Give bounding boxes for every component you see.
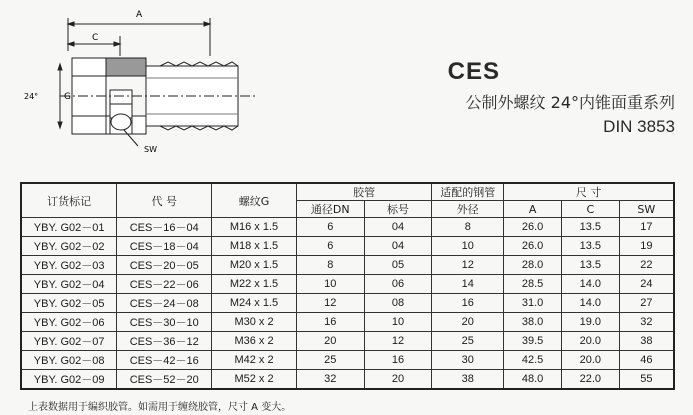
cell-sw: 38	[619, 332, 674, 351]
cell-code: CES－20－05	[117, 256, 212, 275]
cell-dn: 10	[296, 275, 364, 294]
table-row	[21, 218, 674, 237]
header-order-mark: 订货标记	[21, 183, 117, 218]
cell-a: 42.5	[504, 351, 562, 370]
cell-mark: 06	[364, 275, 432, 294]
cell-mark: 12	[364, 332, 432, 351]
cell-c: 19.0	[561, 313, 619, 332]
sw-label: SW	[144, 145, 157, 154]
cell-sw: 27	[619, 294, 674, 313]
cell-mark: 08	[364, 294, 432, 313]
cell-thread: M36 x 2	[212, 332, 297, 351]
header-hose: 胶管	[296, 183, 431, 201]
din-standard: DIN 3853	[603, 117, 675, 136]
cell-a: 28.0	[504, 256, 562, 275]
cell-a: 26.0	[504, 218, 562, 237]
title-block	[448, 58, 675, 137]
cell-dn: 6	[296, 237, 364, 256]
cell-sw: 17	[619, 218, 674, 237]
cell-c: 22.0	[561, 370, 619, 390]
cell-thread: M22 x 1.5	[212, 275, 297, 294]
cell-thread: M16 x 1.5	[212, 218, 297, 237]
cell-c: 14.0	[561, 275, 619, 294]
spec-table	[20, 182, 675, 390]
cell-code: CES－16－04	[117, 218, 212, 237]
cell-sw: 19	[619, 237, 674, 256]
header-sw: SW	[619, 201, 674, 218]
cell-code: CES－30－10	[117, 313, 212, 332]
cell-c: 13.5	[561, 218, 619, 237]
footnote: 上表数据用于编织胶管。如需用于缠绕胶管，尺寸 A 变大。	[28, 402, 292, 413]
cell-thread: M18 x 1.5	[212, 237, 297, 256]
table-row	[21, 275, 674, 294]
cell-pipe: 30	[432, 351, 504, 370]
cell-dn: 6	[296, 218, 364, 237]
header-a: A	[504, 201, 562, 218]
header-code: 代 号	[117, 183, 212, 218]
cell-sw: 24	[619, 275, 674, 294]
cell-pipe: 14	[432, 275, 504, 294]
dim-g-label: G	[64, 92, 71, 102]
table-row	[21, 294, 674, 313]
table-row	[21, 313, 674, 332]
cell-thread: M30 x 2	[212, 313, 297, 332]
cell-pipe: 10	[432, 237, 504, 256]
header-pipe: 适配的钢管	[432, 183, 504, 201]
cell-a: 28.5	[504, 275, 562, 294]
cell-thread: M20 x 1.5	[212, 256, 297, 275]
cell-code: CES－52－20	[117, 370, 212, 390]
cell-thread: M52 x 2	[212, 370, 297, 390]
cell-pipe: 38	[432, 370, 504, 390]
cell-thread: M42 x 2	[212, 351, 297, 370]
cell-dn: 8	[296, 256, 364, 275]
table-row	[21, 351, 674, 370]
cell-order: YBY. G02－03	[21, 256, 117, 275]
cell-order: YBY. G02－02	[21, 237, 117, 256]
header-thread: 螺纹G	[212, 183, 297, 218]
cell-sw: 32	[619, 313, 674, 332]
cell-dn: 25	[296, 351, 364, 370]
cell-a: 26.0	[504, 237, 562, 256]
cell-a: 38.0	[504, 313, 562, 332]
cell-order: YBY. G02－08	[21, 351, 117, 370]
cell-mark: 04	[364, 237, 432, 256]
header-hose-dn: 通径DN	[296, 201, 364, 218]
cell-mark: 20	[364, 370, 432, 390]
cell-a: 31.0	[504, 294, 562, 313]
table-row	[21, 332, 674, 351]
cell-mark: 05	[364, 256, 432, 275]
table-row	[21, 237, 674, 256]
angle-label: 24°	[24, 92, 39, 101]
cell-c: 13.5	[561, 256, 619, 275]
cell-a: 39.5	[504, 332, 562, 351]
fitting-drawing	[20, 6, 270, 166]
header-pipe-od: 外径	[432, 201, 504, 218]
header-hose-mark: 标号	[364, 201, 432, 218]
cell-pipe: 20	[432, 313, 504, 332]
cell-order: YBY. G02－04	[21, 275, 117, 294]
cell-code: CES－24－08	[117, 294, 212, 313]
cell-dn: 12	[296, 294, 364, 313]
cell-dn: 20	[296, 332, 364, 351]
cell-dn: 16	[296, 313, 364, 332]
cell-code: CES－18－04	[117, 237, 212, 256]
cell-pipe: 12	[432, 256, 504, 275]
cell-pipe: 8	[432, 218, 504, 237]
cell-pipe: 16	[432, 294, 504, 313]
table-row	[21, 256, 674, 275]
cell-dn: 32	[296, 370, 364, 390]
product-code: CES	[447, 58, 500, 85]
dim-a-label: A	[136, 10, 143, 20]
cell-order: YBY. G02－05	[21, 294, 117, 313]
cell-pipe: 25	[432, 332, 504, 351]
cell-sw: 55	[619, 370, 674, 390]
cell-code: CES－22－06	[117, 275, 212, 294]
cell-c: 20.0	[561, 332, 619, 351]
dim-c-label: C	[92, 33, 99, 43]
cell-mark: 16	[364, 351, 432, 370]
series-description: 公制外螺纹 24°内锥面重系列	[465, 93, 675, 112]
header-size: 尺 寸	[504, 183, 674, 201]
cell-order: YBY. G02－06	[21, 313, 117, 332]
cell-c: 13.5	[561, 237, 619, 256]
cell-c: 20.0	[561, 351, 619, 370]
cell-mark: 10	[364, 313, 432, 332]
cell-code: CES－36－12	[117, 332, 212, 351]
table-row	[21, 370, 674, 390]
cell-order: YBY. G02－07	[21, 332, 117, 351]
cell-order: YBY. G02－01	[21, 218, 117, 237]
cell-sw: 46	[619, 351, 674, 370]
cell-c: 14.0	[561, 294, 619, 313]
cell-a: 48.0	[504, 370, 562, 390]
cell-thread: M24 x 1.5	[212, 294, 297, 313]
cell-sw: 22	[619, 256, 674, 275]
cell-code: CES－42－16	[117, 351, 212, 370]
header-c: C	[561, 201, 619, 218]
cell-order: YBY. G02－09	[21, 370, 117, 390]
cell-mark: 04	[364, 218, 432, 237]
